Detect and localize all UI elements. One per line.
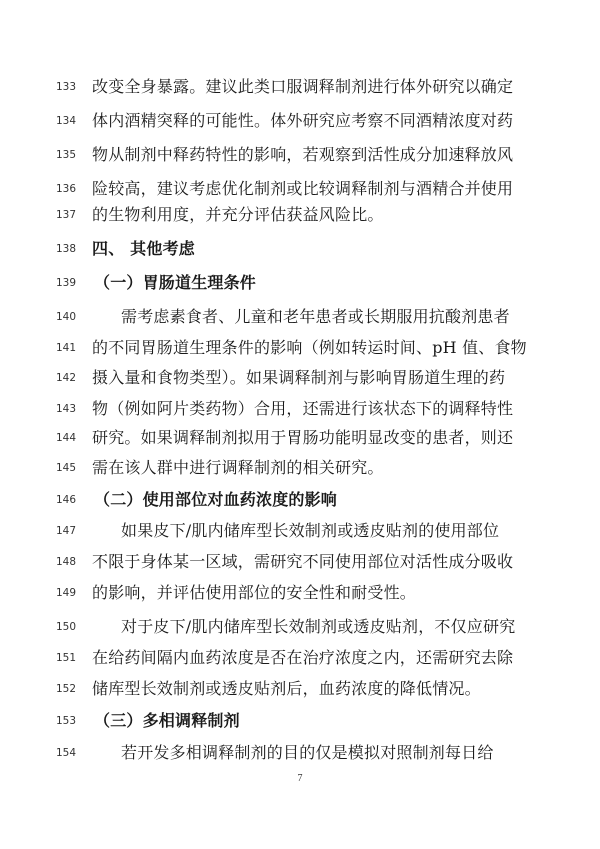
body-text: 若开发多相调释制剂的目的仅是模拟对照制剂每日给 [121,743,494,762]
text-line [0,365,600,391]
text-line [0,396,600,422]
subsection-heading [0,708,600,734]
subsection-heading [0,270,600,296]
line-number: 138 [56,243,77,255]
section-heading [0,236,600,262]
text-line [0,425,600,451]
body-text: 在给药间隔内血药浓度是否在治疗浓度之内，还需研究去除 [92,648,514,667]
body-text: 体内酒精突释的可能性。体外研究应考察不同酒精浓度对药 [92,111,514,130]
body-text: 需考虑素食者、儿童和老年患者或长期服用抗酸剂患者 [121,307,510,326]
body-text: 需在该人群中进行调释制剂的相关研究。 [92,458,384,477]
line-number: 145 [56,462,77,474]
line-number: 148 [56,556,77,568]
body-text: 的不同胃肠道生理条件的影响（例如转运时间、pH 值、食物 [92,338,527,357]
body-text: 物从制剂中释药特性的影响，若观察到活性成分加速释放风 [92,145,514,164]
subsection-heading [0,487,600,513]
body-text: 摄入量和食物类型）。如果调释制剂与影响胃肠道生理的药 [92,368,506,387]
line-number: 154 [56,747,77,759]
body-text: 的影响，并评估使用部位的安全性和耐受性。 [92,583,417,602]
line-number: 142 [56,372,77,384]
text-line [0,304,600,330]
line-number: 144 [56,432,77,444]
text-line [0,549,600,575]
text-line [0,614,600,640]
subsection-title: （一）胃肠道生理条件 [94,273,257,292]
line-number: 146 [56,494,77,506]
body-text: 的生物利用度，并充分评估获益风险比。 [92,205,384,224]
body-text: 险较高，建议考虑优化制剂或比较调释制剂与酒精合并使用 [92,179,514,198]
line-number: 147 [56,525,77,537]
body-text: 物（例如阿片类药物）合用，还需进行该状态下的调释特性 [92,399,514,418]
line-number: 139 [56,277,77,289]
line-number: 133 [56,81,77,93]
text-line [0,176,600,202]
line-number: 152 [56,683,77,695]
text-line [0,142,600,168]
body-text: 不限于身体某一区域，需研究不同使用部位对活性成分吸收 [92,552,514,571]
text-line [0,335,600,361]
text-line [0,580,600,606]
line-number: 150 [56,621,77,633]
line-number: 141 [56,342,77,354]
section-title: 四、 其他考虑 [92,239,195,258]
text-line [0,202,600,228]
body-text: 改变全身暴露。建议此类口服调释制剂进行体外研究以确定 [92,77,514,96]
body-text: 储库型长效制剂或透皮贴剂后，血药浓度的降低情况。 [92,679,481,698]
page-number: 7 [297,773,303,784]
line-number: 151 [56,652,77,664]
text-line [0,74,600,100]
line-number: 140 [56,311,77,323]
subsection-title: （三）多相调释制剂 [94,711,240,730]
text-line [0,108,600,134]
text-line [0,455,600,481]
line-number: 153 [56,715,77,727]
body-text: 研究。如果调释制剂拟用于胃肠功能明显改变的患者，则还 [92,428,514,447]
line-number: 149 [56,587,77,599]
text-line [0,645,600,671]
subsection-title: （二）使用部位对血药浓度的影响 [94,490,338,509]
text-line [0,676,600,702]
text-line [0,740,600,766]
body-text: 如果皮下/肌内储库型长效制剂或透皮贴剂的使用部位 [121,521,500,540]
line-number: 137 [56,209,77,221]
text-line [0,518,600,544]
line-number: 136 [56,183,77,195]
line-number: 134 [56,115,77,127]
body-text: 对于皮下/肌内储库型长效制剂或透皮贴剂，不仅应研究 [121,617,516,636]
line-number: 135 [56,149,77,161]
line-number: 143 [56,403,77,415]
